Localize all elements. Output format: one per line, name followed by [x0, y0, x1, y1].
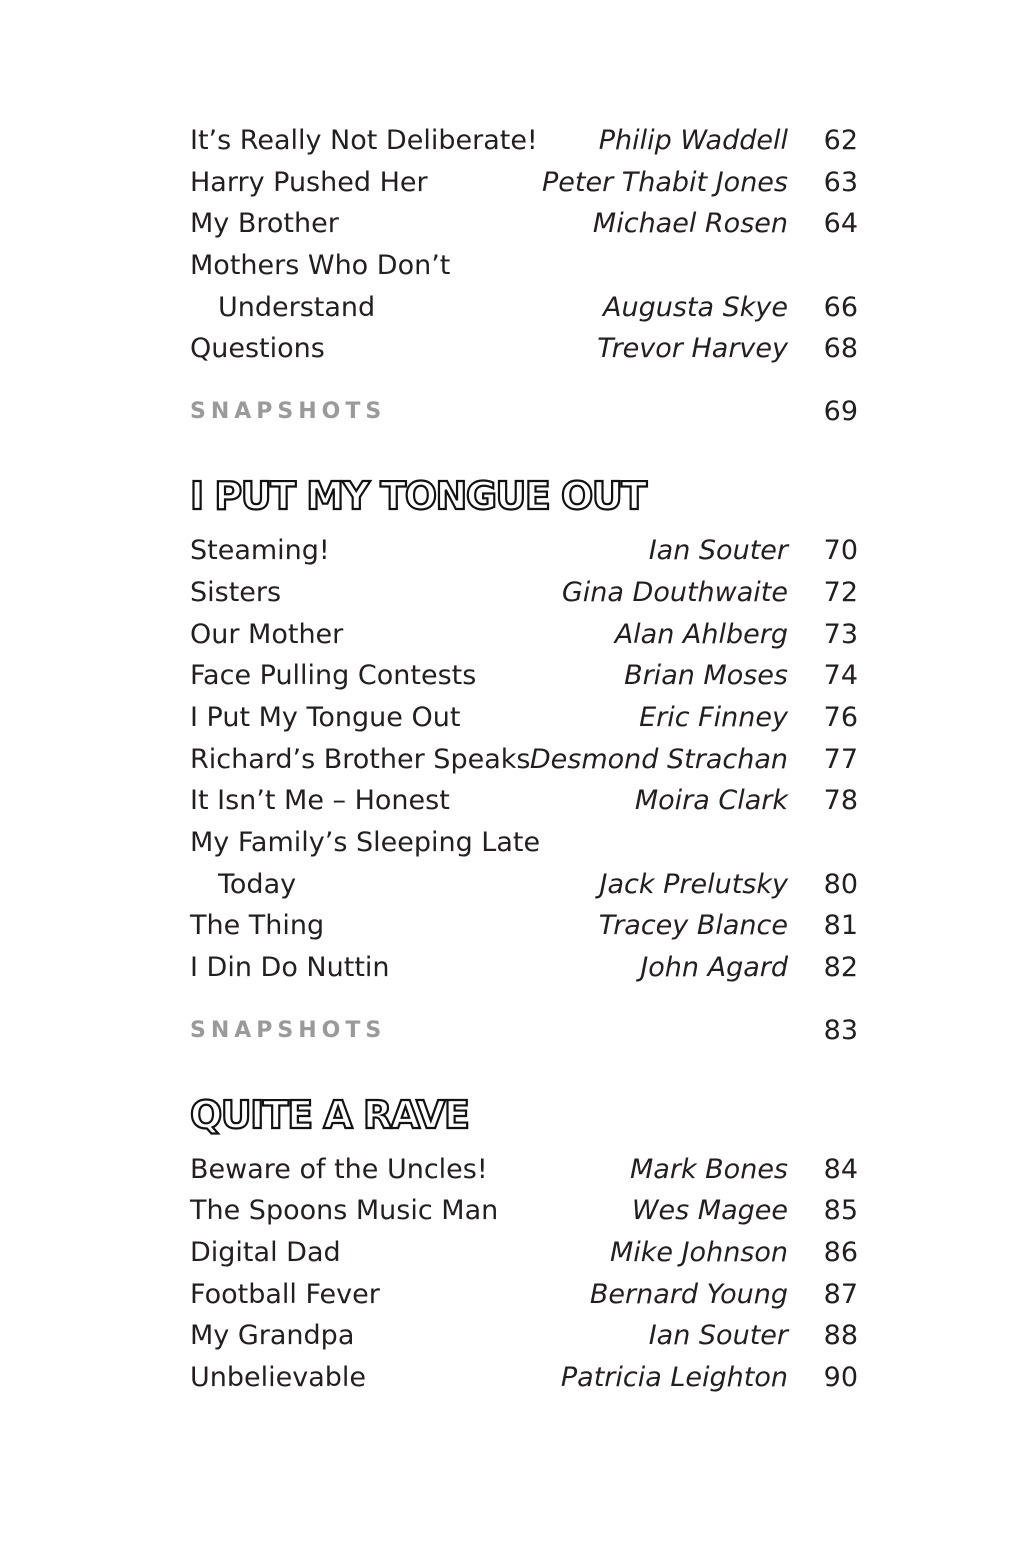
entry-author: Moira Clark — [634, 785, 788, 817]
entry-author: John Agard — [640, 952, 788, 983]
toc-entry — [190, 947, 858, 989]
entry-page: 77 — [823, 743, 858, 775]
entry-page: 63 — [823, 166, 858, 198]
entry-title: Mothers Who Don’t — [190, 250, 451, 282]
entry-page: 85 — [823, 1195, 858, 1227]
entry-page: 82 — [823, 952, 858, 983]
toc-entry — [190, 120, 858, 162]
entry-author: Gina Douthwaite — [561, 576, 788, 608]
toc-entry — [190, 1357, 858, 1399]
entry-author: Michael Rosen — [592, 208, 788, 240]
entry-author: Alan Ahlberg — [614, 618, 788, 650]
toc-entry — [190, 1274, 858, 1316]
snapshots-label: SNAPSHOTS — [190, 399, 387, 425]
entry-title: Questions — [190, 333, 325, 365]
toc-entry — [190, 530, 858, 572]
entry-author: Jack Prelutsky — [599, 868, 788, 900]
toc-entry — [190, 1232, 858, 1274]
entry-author: Patricia Leighton — [560, 1362, 788, 1394]
toc-entry — [190, 1149, 858, 1191]
entry-title: Richard’s Brother Speaks — [190, 743, 531, 775]
entry-author: Augusta Skye — [603, 291, 788, 323]
toc-entry — [190, 780, 858, 822]
entry-title: My Grandpa — [190, 1320, 355, 1352]
entry-author: Tracey Blance — [598, 910, 788, 942]
snapshots-label: SNAPSHOTS — [190, 1017, 387, 1043]
entry-page: 64 — [823, 208, 858, 240]
entry-title: My Family’s Sleeping Late — [190, 826, 541, 858]
entry-author: Ian Souter — [648, 535, 788, 567]
section-heading: I PUT MY TONGUE OUT — [190, 474, 646, 519]
toc-entry — [190, 905, 858, 947]
entry-title: Digital Dad — [190, 1237, 341, 1269]
entry-page: 62 — [823, 125, 858, 156]
entry-title: Understand — [218, 291, 376, 323]
toc-entry-continuation — [190, 287, 858, 329]
toc-entry — [190, 822, 858, 864]
entry-page: 78 — [823, 785, 858, 817]
snapshots-page: 83 — [823, 1014, 858, 1046]
toc-group-3 — [190, 1149, 858, 1399]
toc-entry — [190, 697, 858, 739]
toc-entry-continuation — [190, 864, 858, 906]
entry-author: Bernard Young — [589, 1278, 788, 1310]
entry-page: 68 — [823, 333, 858, 365]
entry-title: Unbelievable — [190, 1362, 367, 1394]
entry-page: 72 — [823, 576, 858, 608]
entry-page: 73 — [823, 618, 858, 650]
entry-author: Desmond Strachan — [529, 743, 788, 775]
toc-entry — [190, 328, 858, 370]
entry-title: Steaming! — [190, 535, 330, 567]
entry-title: Sisters — [190, 576, 282, 608]
entry-title: Harry Pushed Her — [190, 166, 428, 198]
toc-entry — [190, 162, 858, 204]
entry-page: 80 — [823, 868, 858, 900]
toc-entry — [190, 655, 858, 697]
entry-author: Trevor Harvey — [597, 333, 788, 365]
entry-title: Face Pulling Contests — [190, 660, 477, 692]
toc-entry — [190, 614, 858, 656]
snapshots-entry — [190, 1011, 858, 1051]
entry-title: The Spoons Music Man — [190, 1195, 499, 1227]
entry-author: Mark Bones — [630, 1153, 788, 1185]
entry-page: 88 — [823, 1320, 858, 1352]
entry-author: Philip Waddell — [598, 125, 788, 156]
entry-author: Wes Magee — [631, 1195, 788, 1227]
entry-page: 76 — [823, 701, 858, 733]
snapshots-page: 69 — [823, 396, 858, 428]
toc-group-1 — [190, 120, 858, 370]
toc-entry — [190, 572, 858, 614]
toc-group-2 — [190, 530, 858, 989]
entry-page: 81 — [823, 910, 858, 942]
entry-page: 66 — [823, 291, 858, 323]
entry-page: 86 — [823, 1237, 858, 1269]
entry-page: 87 — [823, 1278, 858, 1310]
toc-entry — [190, 203, 858, 245]
entry-title: It’s Really Not Deliberate! — [190, 125, 538, 156]
entry-title: My Brother — [190, 208, 339, 240]
entry-author: Ian Souter — [648, 1320, 788, 1352]
entry-title: The Thing — [190, 910, 325, 942]
toc-entry — [190, 1190, 858, 1232]
entry-title: Beware of the Uncles! — [190, 1153, 488, 1185]
entry-title: It Isn’t Me – Honest — [190, 785, 450, 817]
entry-page: 90 — [823, 1362, 858, 1394]
entry-title: Today — [218, 868, 297, 900]
snapshots-entry — [190, 392, 858, 432]
entry-page: 70 — [823, 535, 858, 567]
entry-title: I Din Do Nuttin — [190, 952, 390, 983]
entry-author: Peter Thabit Jones — [541, 166, 788, 198]
entry-author: Eric Finney — [639, 701, 788, 733]
entry-page: 84 — [823, 1153, 858, 1185]
entry-title: Football Fever — [190, 1278, 380, 1310]
entry-title: Our Mother — [190, 618, 344, 650]
toc-entry — [190, 1315, 858, 1357]
entry-author: Brian Moses — [624, 660, 788, 692]
toc-entry — [190, 739, 858, 781]
entry-title: I Put My Tongue Out — [190, 701, 461, 733]
entry-author: Mike Johnson — [609, 1237, 788, 1269]
contents-page — [190, 120, 858, 1399]
toc-entry — [190, 245, 858, 287]
section-heading: QUITE A RAVE — [190, 1092, 469, 1137]
entry-page: 74 — [823, 660, 858, 692]
